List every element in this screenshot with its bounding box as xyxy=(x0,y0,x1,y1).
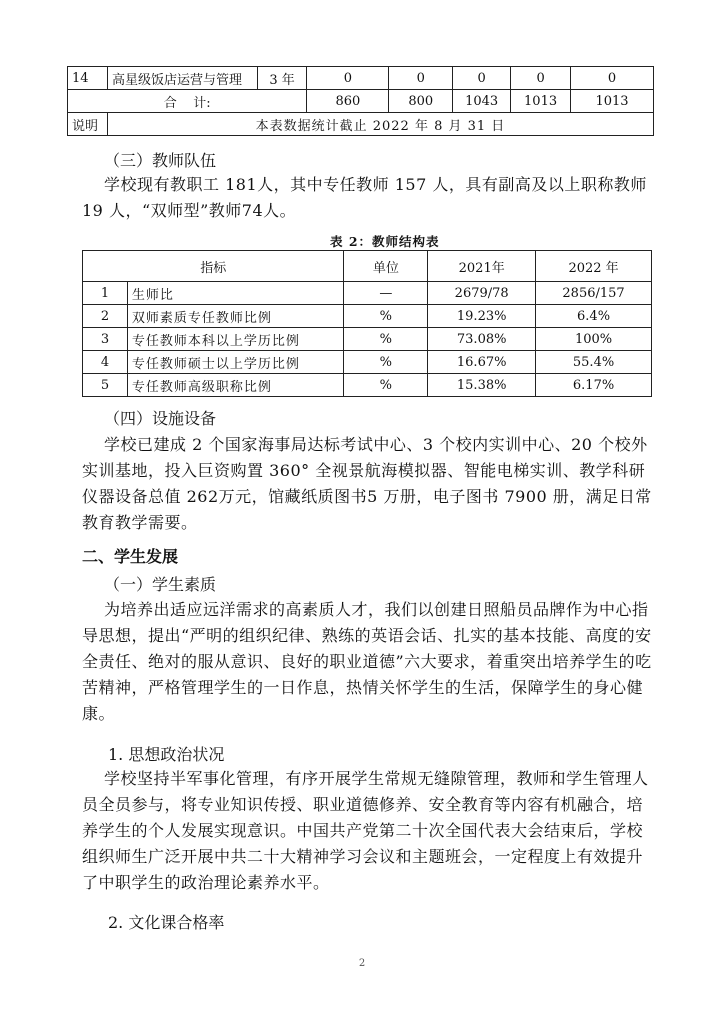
unit: % xyxy=(344,305,428,328)
value-2022: 55.4% xyxy=(536,351,652,374)
paragraph-teachers: 学校现有教职工 181人，其中专任教师 157 人，具有副高及以上职称教师 19 人，“双师型”教师74人。 xyxy=(82,175,647,220)
paragraph-quality: 为培养出适应远洋需求的高素质人才，我们以创建日照船员品牌作为中心指导思想，提出“严明的组织纪律、熟练的英语会话、扎实的基本技能、高度的安全责任、绝对的服从意识、良好的职业道德”六大要求，着重突出培养学生的吃苦精神，严格管理学生的一日作息，热情关怀学生的生活，保障学生的身心健康。 xyxy=(82,600,652,723)
value-2021: 19.23% xyxy=(428,305,536,328)
cell-value: 1013 xyxy=(571,90,654,113)
unit: % xyxy=(344,328,428,351)
major-name: 高星级饭店运营与管理 xyxy=(107,67,257,90)
cell-value: 800 xyxy=(389,90,453,113)
header-indicator: 指标 xyxy=(83,251,344,282)
enrollment-table xyxy=(67,66,654,136)
table-row xyxy=(83,374,652,397)
table-row xyxy=(83,351,652,374)
row-number: 2 xyxy=(83,305,128,328)
unit: % xyxy=(344,351,428,374)
note-label: 说明 xyxy=(68,113,108,136)
value-2021: 73.08% xyxy=(428,328,536,351)
section-heading-students: 二、学生发展 xyxy=(82,547,179,566)
value-2022: 100% xyxy=(536,328,652,351)
section-heading-teachers: （三）教师队伍 xyxy=(104,151,217,170)
table-row xyxy=(83,328,652,351)
value-2021: 15.38% xyxy=(428,374,536,397)
indicator-name: 专任教师高级职称比例 xyxy=(127,374,344,397)
total-label: 合 计: xyxy=(68,90,307,113)
indicator-name: 生师比 xyxy=(127,282,344,305)
teacher-structure-table xyxy=(82,250,652,397)
cell-value: 0 xyxy=(307,67,389,90)
total-row xyxy=(68,90,654,113)
table-caption: 表 2：教师结构表 xyxy=(330,234,440,249)
paragraph-facilities: 学校已建成 2 个国家海事局达标考试中心、3 个校内实训中心、20 个校外实训基地，投入巨资购置 360° 全视景航海模拟器、智能电梯实训、教学科研仪器设备总值 262万元，馆藏纸质图书5 万册，电子图书 7900 册，满足日常教育教学需要。 xyxy=(82,435,652,532)
cell-value: 0 xyxy=(389,67,453,90)
subsection-heading-quality: （一）学生素质 xyxy=(104,575,217,594)
header-2021: 2021年 xyxy=(428,251,536,282)
table-row xyxy=(83,282,652,305)
table-header-row xyxy=(83,251,652,282)
row-number: 14 xyxy=(68,67,108,90)
section-heading-facilities: （四）设施设备 xyxy=(104,409,217,428)
value-2022: 2856/157 xyxy=(536,282,652,305)
cell-value: 0 xyxy=(453,67,511,90)
item-heading-pass-rate: 2. 文化课合格率 xyxy=(108,913,225,932)
cell-value: 0 xyxy=(571,67,654,90)
note-row xyxy=(68,113,654,136)
note-text: 本表数据统计截止 2022 年 8 月 31 日 xyxy=(107,113,653,136)
row-number: 5 xyxy=(83,374,128,397)
row-number: 4 xyxy=(83,351,128,374)
cell-value: 860 xyxy=(307,90,389,113)
row-number: 1 xyxy=(83,282,128,305)
table-row xyxy=(83,305,652,328)
paragraph-politics: 学校坚持半军事化管理，有序开展学生常规无缝隙管理，教师和学生管理人员全员参与，将专业知识传授、职业道德修养、安全教育等内容有机融合，培养学生的个人发展实现意识。中国共产党第二十次全国代表大会结束后，学校组织师生广泛开展中共二十大精神学习会议和主题班会，一定程度上有效提升了中职学生的政治理论素养水平。 xyxy=(82,769,649,892)
header-2022: 2022 年 xyxy=(536,251,652,282)
cell-value: 0 xyxy=(511,67,571,90)
indicator-name: 专任教师本科以上学历比例 xyxy=(127,328,344,351)
value-2021: 16.67% xyxy=(428,351,536,374)
header-unit: 单位 xyxy=(344,251,428,282)
table-row xyxy=(68,67,654,90)
page-number: 2 xyxy=(358,958,366,969)
row-number: 3 xyxy=(83,328,128,351)
indicator-name: 双师素质专任教师比例 xyxy=(127,305,344,328)
cell-value: 1013 xyxy=(511,90,571,113)
item-heading-politics: 1. 思想政治状况 xyxy=(108,745,225,764)
cell-value: 1043 xyxy=(453,90,511,113)
value-2022: 6.4% xyxy=(536,305,652,328)
duration: 3 年 xyxy=(257,67,307,90)
value-2021: 2679/78 xyxy=(428,282,536,305)
value-2022: 6.17% xyxy=(536,374,652,397)
indicator-name: 专任教师硕士以上学历比例 xyxy=(127,351,344,374)
unit: % xyxy=(344,374,428,397)
unit: — xyxy=(344,282,428,305)
